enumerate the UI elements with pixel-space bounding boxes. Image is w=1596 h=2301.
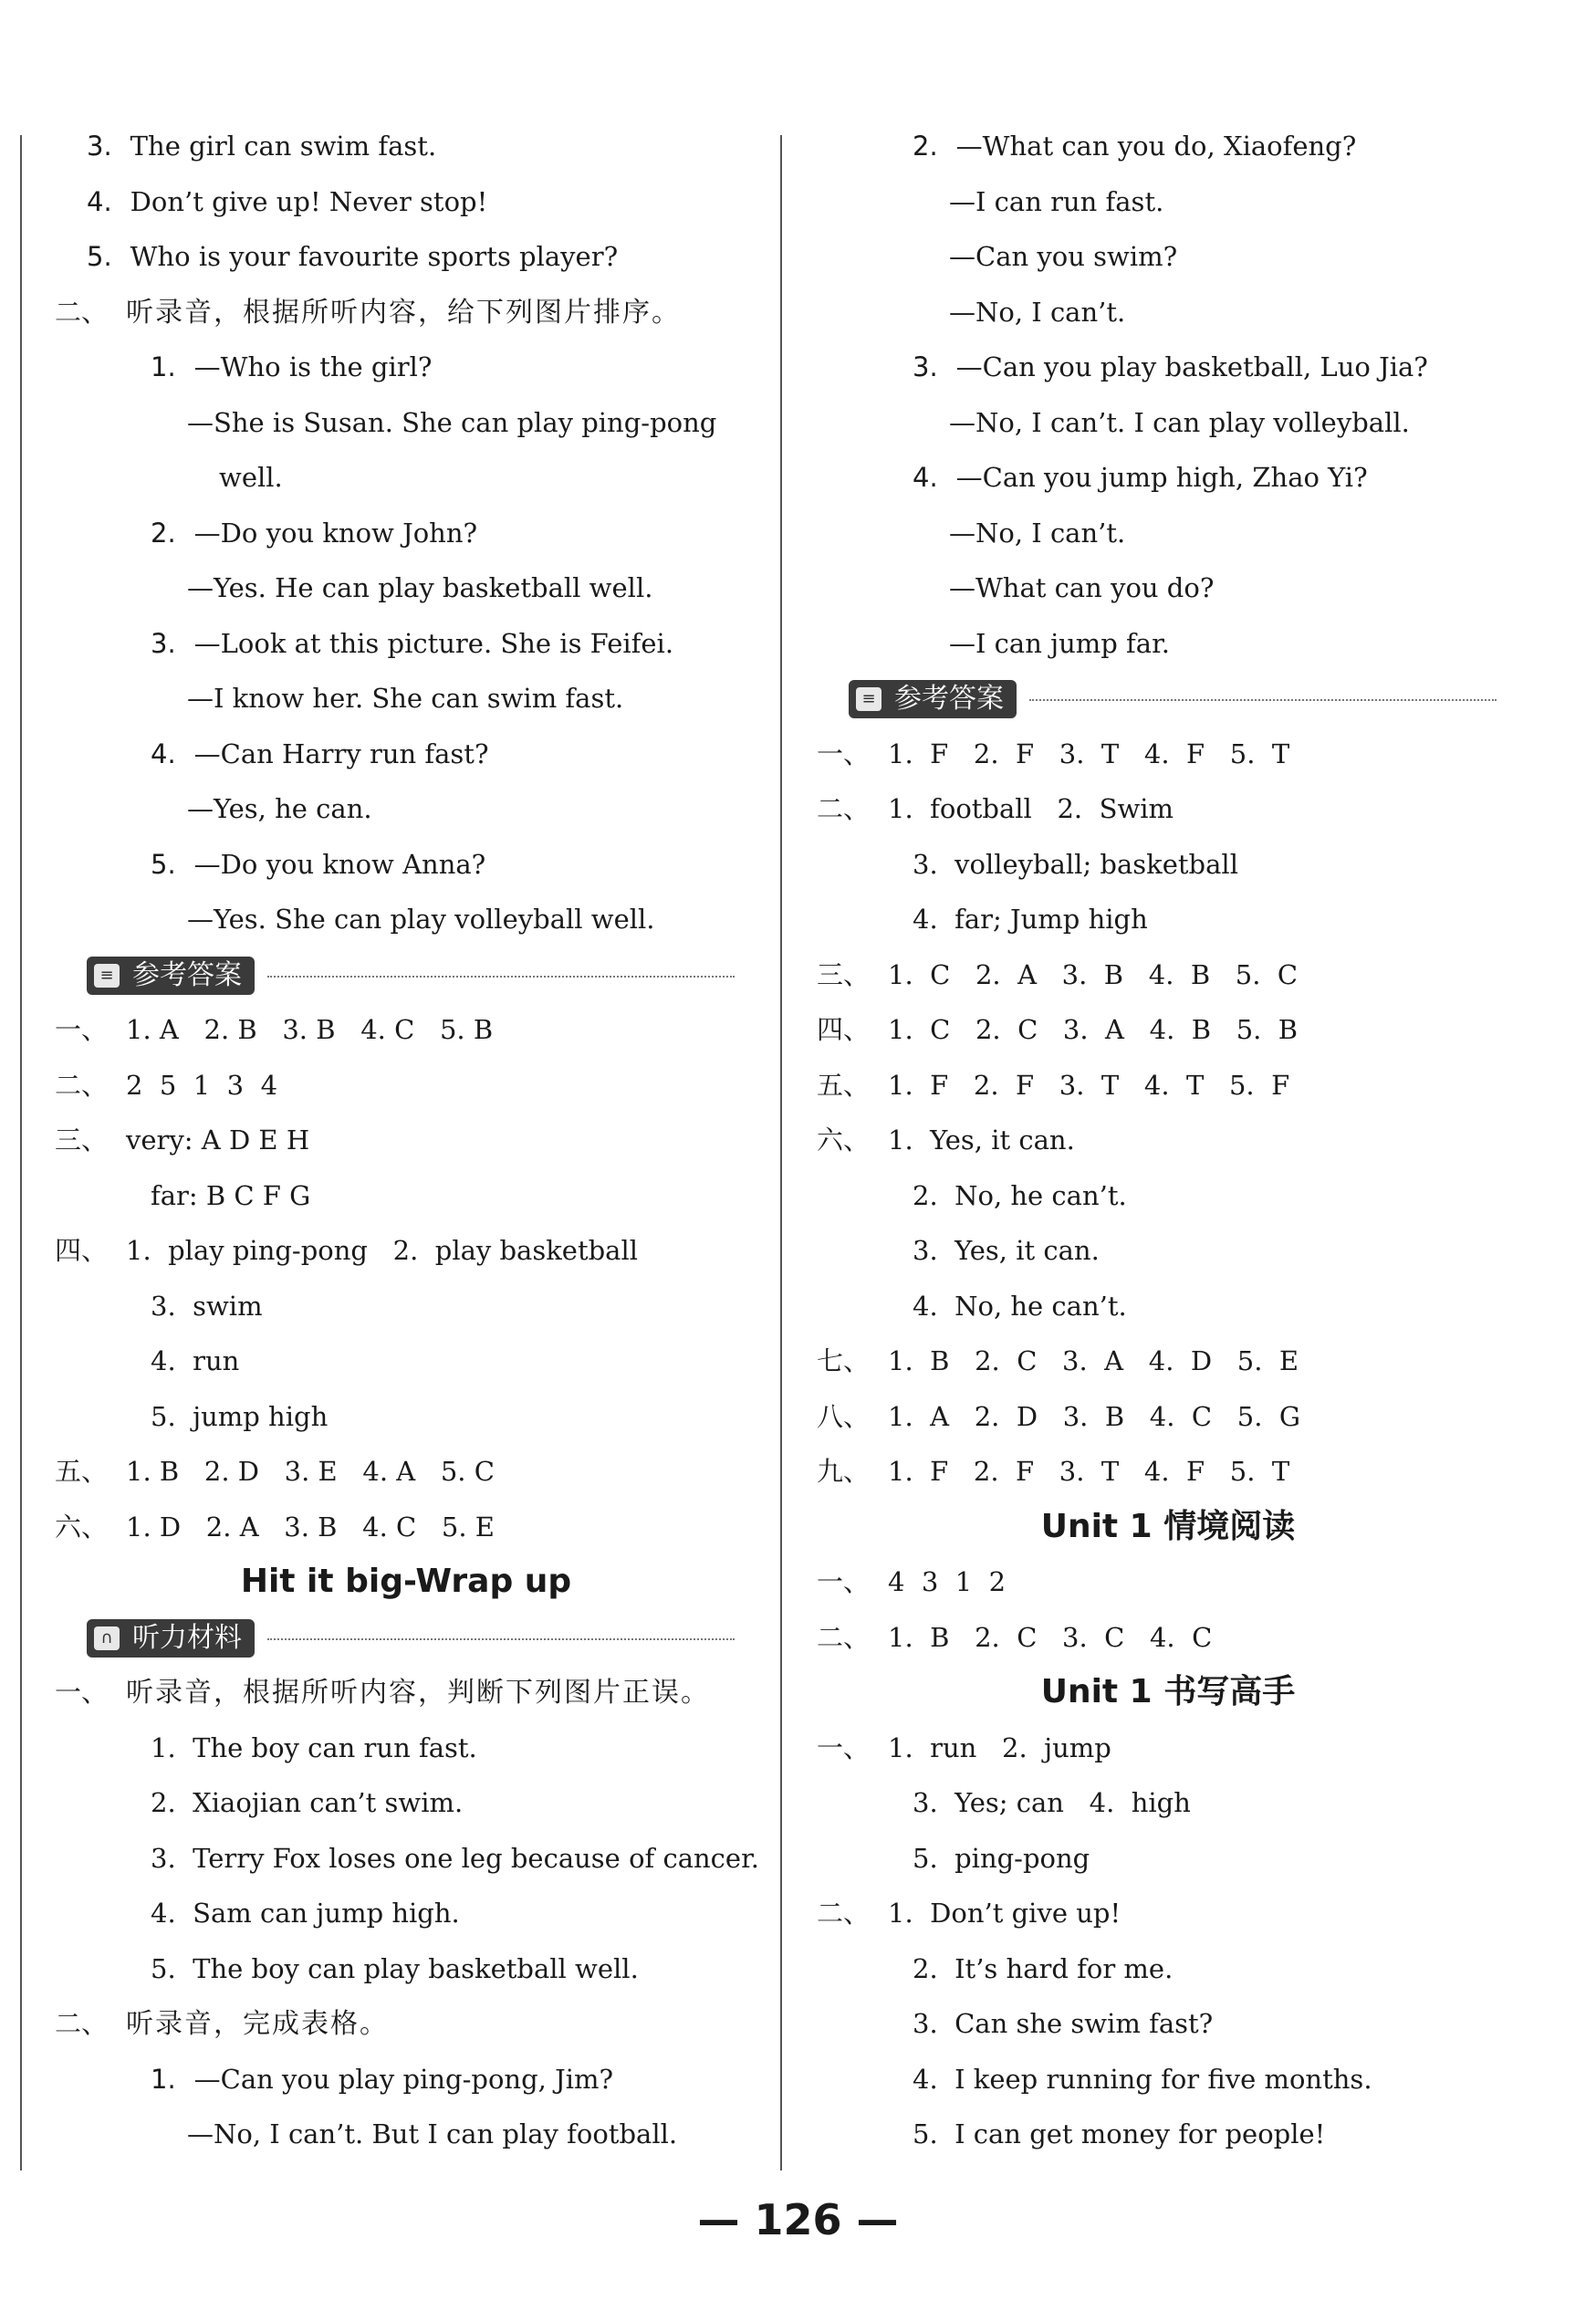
text-line — [849, 285, 1487, 340]
line-text: 听录音，根据所听内容，给下列图片排序。 — [126, 296, 682, 329]
item-number: 三、 — [817, 958, 871, 990]
column-divider — [780, 135, 782, 2170]
text-line — [87, 2107, 725, 2162]
item-number: 九、 — [817, 1456, 871, 1487]
text-line — [817, 1113, 1487, 1168]
text-line — [849, 506, 1487, 561]
text-line — [849, 450, 1487, 506]
line-text: 4. far; Jump high — [913, 904, 1148, 935]
item-number: 四、 — [55, 1235, 109, 1266]
item-number: 五、 — [817, 1069, 871, 1101]
text-line — [87, 671, 725, 727]
right-column — [817, 119, 1487, 2162]
line-text: —Can you play ping-pong, Jim? — [193, 2063, 614, 2095]
text-line — [817, 947, 1487, 1003]
text-line — [87, 1886, 725, 1941]
text-line — [817, 1886, 1487, 1941]
line-text: 1. A 2. B 3. B 4. C 5. B — [126, 1014, 494, 1045]
text-line — [55, 1002, 725, 1058]
text-line — [849, 1279, 1487, 1334]
text-line — [87, 1831, 759, 1887]
line-text: 1. B 2. D 3. E 4. A 5. C — [126, 1456, 495, 1487]
line-text: —What can you do? — [949, 572, 1215, 603]
line-text: —Do you know Anna? — [193, 848, 486, 880]
line-text: —No, I can’t. I can play volleyball. — [949, 406, 1410, 438]
section-tag-label: ≡ 参考答案 — [849, 680, 1017, 718]
dotted-divider — [1029, 699, 1497, 701]
line-text: 4. I keep running for five months. — [913, 2063, 1372, 2095]
line-text: 3. Terry Fox loses one leg because of cancer. — [151, 1842, 759, 1874]
book-icon: ≡ — [94, 964, 120, 988]
item-number: 3. — [913, 351, 938, 382]
section-tag-label: ≡ 参考答案 — [87, 957, 255, 995]
item-number: 4. — [87, 185, 112, 217]
line-text: 3. volleyball; basketball — [913, 848, 1238, 880]
text-line — [817, 1610, 1487, 1666]
line-text: —No, I can’t. — [949, 296, 1126, 328]
text-line — [817, 1554, 1487, 1610]
text-line — [55, 1996, 725, 2052]
text-line — [849, 1775, 1487, 1831]
section-tag — [849, 671, 1487, 727]
text-line — [87, 727, 725, 782]
text-line — [87, 1941, 725, 1997]
text-line — [849, 2052, 1487, 2108]
text-line — [849, 616, 1487, 672]
text-line — [849, 174, 1487, 230]
text-line — [55, 1223, 725, 1279]
section-tag — [87, 1610, 725, 1666]
line-text: —Yes. She can play volleyball well. — [187, 904, 655, 935]
item-number: 二、 — [55, 296, 109, 328]
line-text: well. — [219, 462, 283, 493]
line-text: 听录音，完成表格。 — [126, 2008, 390, 2040]
text-line — [87, 1279, 725, 1334]
line-text: —Who is the girl? — [193, 351, 433, 382]
item-number: 四、 — [817, 1014, 871, 1045]
dotted-divider — [267, 976, 735, 978]
line-text: The girl can swim fast. — [130, 131, 437, 162]
line-text: —What can you do, Xiaofeng? — [955, 131, 1357, 162]
line-text: —Can you swim? — [949, 241, 1178, 272]
text-line — [849, 837, 1487, 893]
text-line — [55, 1444, 725, 1500]
item-number: 六、 — [55, 1511, 109, 1543]
line-text: 3. Yes; can 4. high — [913, 1787, 1191, 1818]
line-text: 4. No, he can’t. — [913, 1290, 1127, 1322]
line-text: —Look at this picture. She is Feifei. — [193, 627, 674, 659]
line-text: 2. Xiaojian can’t swim. — [151, 1787, 464, 1818]
text-line — [817, 1444, 1487, 1500]
text-line — [87, 837, 725, 893]
item-number: 1. — [151, 351, 176, 382]
headphones-icon: ∩ — [94, 1626, 120, 1650]
book-icon: ≡ — [856, 687, 881, 711]
item-number: 一、 — [55, 1677, 109, 1708]
text-line — [817, 1002, 1487, 1058]
line-text: —No, I can’t. — [949, 517, 1126, 549]
line-text: 2. No, he can’t. — [913, 1179, 1127, 1211]
line-text: far: B C F G — [151, 1179, 311, 1211]
text-line — [849, 395, 1487, 451]
page-number: — 126 — — [697, 2195, 899, 2244]
text-line — [849, 1996, 1487, 2052]
item-number: 七、 — [817, 1345, 871, 1376]
text-line — [87, 174, 725, 230]
item-number: 二、 — [817, 1898, 871, 1929]
text-line — [87, 1775, 725, 1831]
text-line — [87, 1389, 725, 1445]
line-text: —Yes, he can. — [187, 793, 372, 824]
item-number: 一、 — [55, 1014, 109, 1045]
item-number: 2. — [151, 517, 176, 549]
item-number: 一、 — [817, 1566, 871, 1597]
item-number: 一、 — [817, 737, 871, 769]
line-text: 4 3 1 2 — [888, 1566, 1007, 1597]
line-text: 1. football 2. Swim — [888, 793, 1174, 824]
text-line — [87, 229, 725, 285]
line-text: very: A D E H — [126, 1124, 310, 1156]
text-line — [87, 781, 725, 837]
line-text: 5. jump high — [151, 1400, 329, 1432]
item-number: 2. — [913, 131, 938, 162]
line-text: —Can Harry run fast? — [193, 737, 489, 769]
text-line — [849, 560, 1487, 616]
line-text: —I can run fast. — [949, 185, 1164, 217]
text-line — [87, 119, 725, 174]
section-tag-label: ∩ 听力材料 — [87, 1619, 255, 1658]
item-number: 二、 — [817, 793, 871, 824]
text-line — [55, 285, 725, 340]
section-heading: Unit 1 情境阅读 — [1040, 1507, 1296, 1545]
line-text: 5. I can get money for people! — [913, 2118, 1326, 2149]
item-number: 八、 — [817, 1400, 871, 1432]
text-line — [817, 727, 1487, 782]
line-text: 4. run — [151, 1345, 240, 1376]
item-number: 5. — [87, 241, 112, 272]
text-line — [849, 2107, 1487, 2162]
item-number: 五、 — [55, 1456, 109, 1487]
item-number: 5. — [151, 848, 176, 880]
text-line — [817, 1389, 1487, 1445]
text-line — [87, 340, 725, 395]
item-number: 3. — [151, 627, 176, 659]
text-line — [55, 1113, 725, 1168]
item-number: 三、 — [55, 1124, 109, 1156]
line-text: 1. F 2. F 3. T 4. T 5. F — [888, 1069, 1290, 1101]
text-line — [87, 1334, 725, 1389]
line-text: 1. The boy can run fast. — [151, 1731, 477, 1763]
text-line — [849, 1941, 1487, 1997]
item-number: 4. — [151, 737, 176, 769]
section-tag — [87, 947, 725, 1003]
line-text: —Can you play basketball, Luo Jia? — [955, 351, 1428, 382]
item-number: 二、 — [55, 1069, 109, 1101]
section-heading: Hit it big-Wrap up — [240, 1563, 572, 1600]
item-number: 3. — [87, 131, 112, 162]
line-text: 1. B 2. C 3. A 4. D 5. E — [888, 1345, 1299, 1376]
text-line — [817, 1334, 1487, 1389]
item-number: 4. — [913, 462, 938, 493]
text-line — [849, 340, 1487, 395]
text-line — [817, 1721, 1487, 1776]
text-line — [817, 781, 1487, 837]
text-line — [87, 506, 725, 561]
text-line — [849, 1168, 1487, 1224]
text-line — [87, 616, 725, 672]
text-line — [55, 1500, 725, 1555]
line-text: 1. Don’t give up! — [888, 1898, 1121, 1929]
item-number: 二、 — [817, 1621, 871, 1653]
line-text: 4. Sam can jump high. — [151, 1898, 460, 1929]
section-heading: Unit 1 书写高手 — [1040, 1673, 1296, 1710]
line-text: —I know her. She can swim fast. — [187, 683, 624, 714]
item-number: 二、 — [55, 2008, 109, 2039]
dotted-divider — [267, 1638, 735, 1640]
line-text: 1. C 2. A 3. B 4. B 5. C — [888, 958, 1299, 990]
line-text: —Do you know John? — [193, 517, 478, 549]
text-line — [817, 1058, 1487, 1114]
line-text: 5. ping-pong — [913, 1842, 1090, 1874]
line-text: 3. Yes, it can. — [913, 1235, 1100, 1266]
line-text: 1. C 2. C 3. A 4. B 5. B — [888, 1014, 1299, 1045]
text-line — [849, 229, 1487, 285]
line-text: 1. F 2. F 3. T 4. F 5. T — [888, 1456, 1290, 1487]
text-line — [87, 2052, 725, 2108]
line-text: —Can you jump high, Zhao Yi? — [955, 462, 1368, 493]
line-text: —She is Susan. She can play ping-pong — [187, 406, 717, 438]
text-line — [55, 1665, 725, 1721]
line-text: 1. F 2. F 3. T 4. F 5. T — [888, 737, 1290, 769]
line-text: Don’t give up! Never stop! — [130, 185, 488, 217]
line-text: 3. Can she swim fast? — [913, 2008, 1214, 2039]
line-text: 1. A 2. D 3. B 4. C 5. G — [888, 1400, 1301, 1432]
text-line — [87, 1721, 725, 1776]
text-line — [87, 450, 725, 506]
line-text: 听录音，根据所听内容，判断下列图片正误。 — [126, 1677, 711, 1709]
item-number: 六、 — [817, 1124, 871, 1156]
text-line — [849, 1831, 1487, 1887]
text-line — [87, 1168, 725, 1224]
line-text: —No, I can’t. But I can play football. — [187, 2118, 678, 2149]
line-text: 1. D 2. A 3. B 4. C 5. E — [126, 1511, 495, 1543]
text-line — [87, 560, 725, 616]
line-text: 1. Yes, it can. — [888, 1124, 1075, 1156]
line-text: 1. run 2. jump — [888, 1731, 1111, 1763]
line-text: 3. swim — [151, 1290, 263, 1322]
line-text: —Yes. He can play basketball well. — [187, 572, 653, 603]
line-text: —I can jump far. — [949, 627, 1170, 659]
line-text: 2. It’s hard for me. — [913, 1952, 1174, 1984]
line-text: 1. B 2. C 3. C 4. C — [888, 1621, 1213, 1653]
left-margin-rule — [20, 135, 22, 2170]
text-line — [87, 892, 725, 947]
text-line — [849, 892, 1487, 947]
line-text: 1. play ping-pong 2. play basketball — [126, 1235, 639, 1266]
left-column — [55, 119, 759, 2162]
text-line — [849, 1223, 1487, 1279]
text-line — [87, 395, 725, 451]
line-text: 2 5 1 3 4 — [126, 1069, 278, 1101]
item-number: 一、 — [817, 1731, 871, 1763]
text-line — [55, 1058, 725, 1114]
line-text: Who is your favourite sports player? — [130, 241, 619, 272]
text-line — [849, 119, 1487, 174]
line-text: 5. The boy can play basketball well. — [151, 1952, 639, 1984]
item-number: 1. — [151, 2063, 176, 2095]
